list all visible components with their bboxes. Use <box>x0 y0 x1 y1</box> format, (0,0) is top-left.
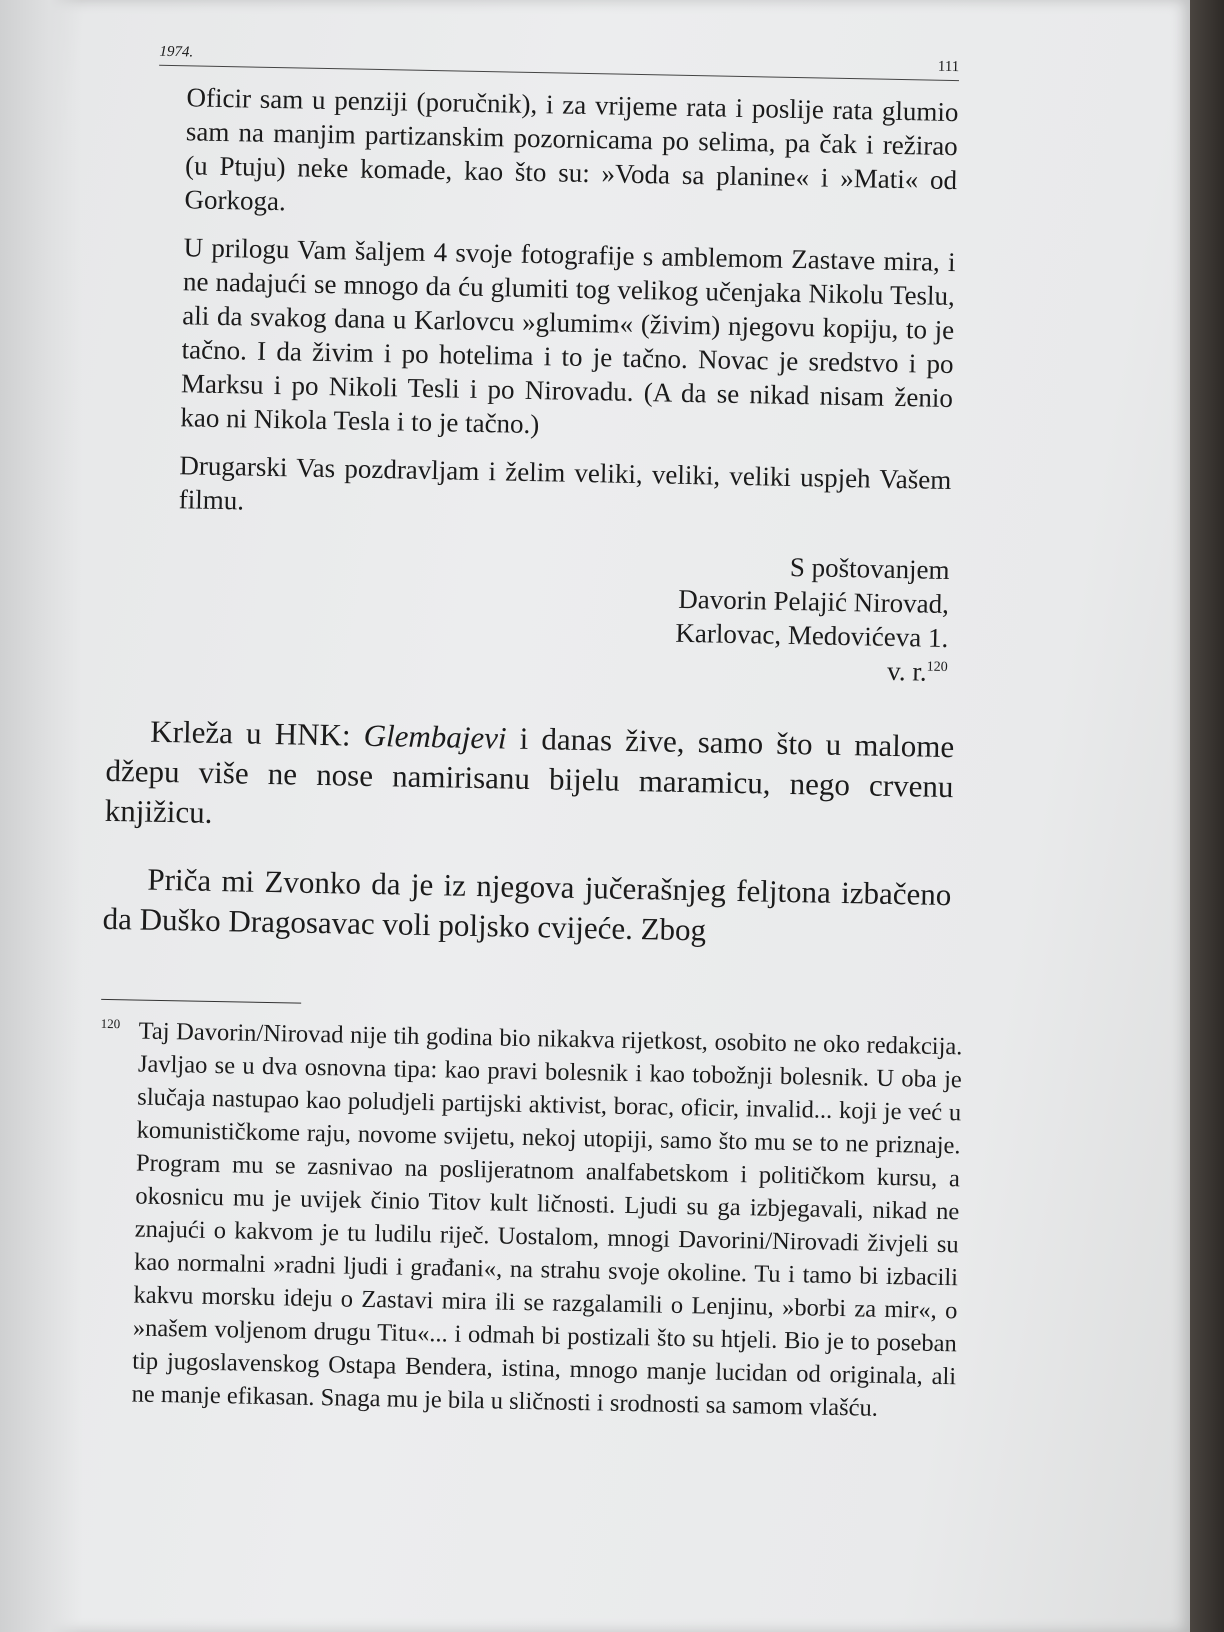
footnote-rule <box>101 999 301 1004</box>
background-edge <box>1190 0 1224 1632</box>
letter-signature <box>175 538 949 689</box>
signature-vr: v. r. <box>886 655 927 687</box>
page-number: 111 <box>937 58 960 76</box>
footnote-reference: 120 <box>926 659 948 676</box>
running-header <box>159 21 960 81</box>
body-text <box>102 711 954 955</box>
footnote <box>93 1014 962 1426</box>
footnote-marker: 120 <box>100 1015 121 1032</box>
running-header-year: 1974. <box>159 43 194 61</box>
letter-paragraph: Oficir sam u penziji (poručnik), i za vrijeme rata i poslije rata glumio sam na manjim partizanskim pozornicama po selima, pa čak i režirao (u Ptuju) neke komade, kao što su: »Voda sa planine« i »Mati« od Gorkoga. <box>184 82 959 217</box>
page-gutter-shadow <box>0 0 82 1632</box>
footnote-text: Taj Davorin/Nirovad nije tih godina bio nikakva rijetkost, osobito ne oko redakcija. Javljao se u dva osnovna tipa: kao pravi bolesnik i kao tobožnji bolesnik. U oba je slučaja nastupao kao poludjeli partijski aktivist, borac, oficir, invalid... koji je već u komunističkome raju, novome svijetu, nekoj utopiji, samo što mu se to ne priznaje. Program mu se zasnivao na poslijeratnom analfabetskom i političkom kursu, a okosnicu mu je uvijek činio Titov kult ličnosti. Ljudi su ga izbjegavali, nikad ne znajući o kakvom je tu ludilu riječ. Uostalom, mnogi Davorini/Nirovadi živjeli su kao normalni »radni ljudi i građani«, na strahu svoje okoline. Tu i tamo bi izbacili kakvu morsku ideju o Zastavi mira ili se razgalamili o Lenjinu, »borbi za mir«, o »našem voljenom drugu Titu«... i odmah bi postizali što su htjeli. Bio je to poseban tip jugoslavenskog Ostapa Bendera, istina, mnogo manje lucidan od originala, ali ne manje efikasan. Snaga mu je bila u sličnosti i srodnosti sa samom vlašću. <box>131 1017 963 1422</box>
play-title: Glembajevi <box>363 717 507 756</box>
page-text-block <box>93 20 1000 1427</box>
body-paragraph <box>104 711 954 847</box>
letter-paragraph: Drugarski Vas pozdravljam i želim veliki, veliki, veliki uspjeh Vašem filmu. <box>178 450 952 516</box>
body-paragraph: Priča mi Zvonko da je iz njegova jučerašnjeg feljtona izbačeno da Duško Dragosavac voli poljsko cvijeće. Zbog <box>102 861 952 948</box>
body-paragraph-lead: Krleža u HNK: <box>150 713 365 753</box>
signature-address: Karlovac, Medovićeva 1. <box>675 617 949 654</box>
letter-paragraph: U prilogu Vam šaljem 4 svoje fotografije s amblemom Zastave mira, i ne nadajući se mnogo da ću glumiti tog velikog učenjaka Nikolu Teslu, ali da svakog dana u Karlovcu »glumim« (živim) njegovu kopiju, to je tačno. I da živim i po hotelima i to je tačno. Novac je sredstvo i po Marksu i po Nikoli Tesli i po Nirovadu. (A da se nikad nisam ženio kao ni Nikola Tesla i to je tačno.) <box>180 232 956 440</box>
signature-name: Davorin Pelajić Nirovad, <box>678 583 950 620</box>
signature-closing: S poštovanjem <box>789 551 950 586</box>
body-paragraph-rest: i danas žive, samo što u malome džepu više ne nose namirisanu bijelu maramicu, nego crvenu knjižicu. <box>104 720 955 830</box>
quoted-letter <box>178 80 958 531</box>
